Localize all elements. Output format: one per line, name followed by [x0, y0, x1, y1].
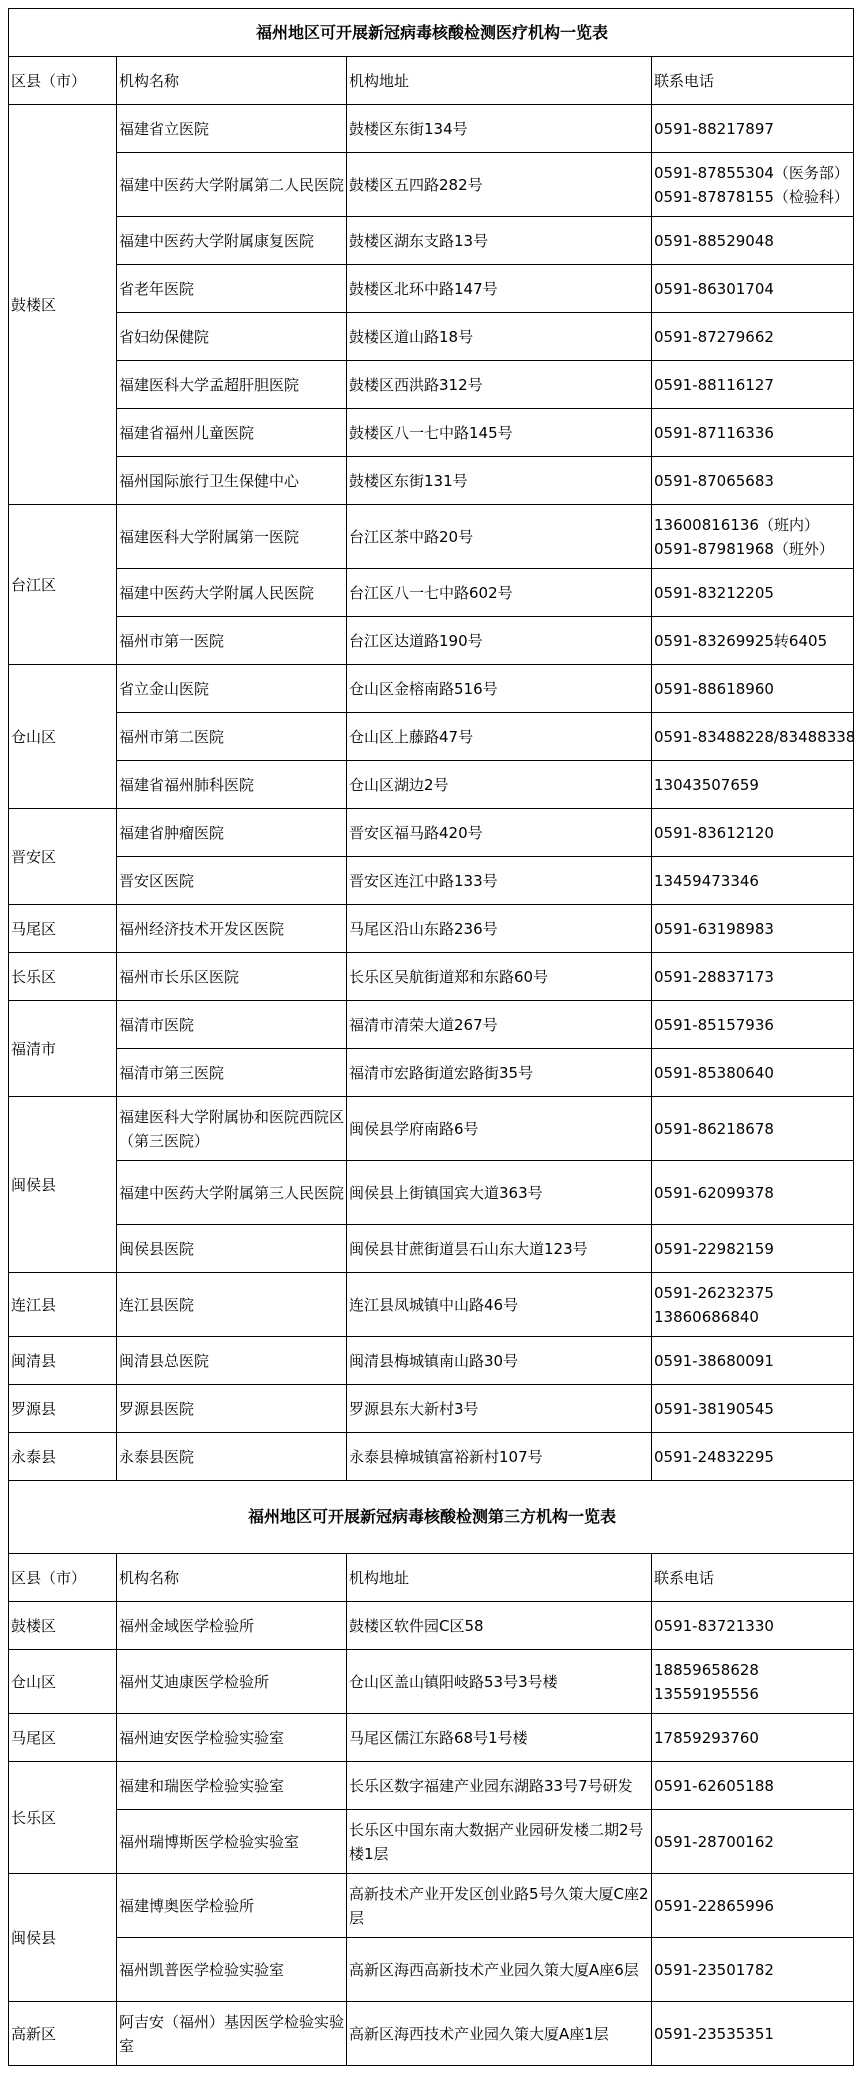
phone-cell: [652, 409, 854, 457]
phone-cell: [652, 1161, 854, 1225]
table-row: [9, 217, 854, 265]
institution-name-cell: 省立金山医院: [117, 665, 347, 713]
table-row: [9, 713, 854, 761]
phone-number: 13559195556: [654, 1684, 759, 1703]
phone-number: 18859658628: [654, 1660, 759, 1679]
institution-name-cell: 省老年医院: [117, 265, 347, 313]
institution-name-cell: 福州瑞博斯医学检验实验室: [117, 1810, 347, 1874]
phone-cell: [652, 1874, 854, 1938]
institution-address-cell: 鼓楼区西洪路312号: [347, 361, 652, 409]
phone-number: 0591-38680091: [654, 1351, 774, 1370]
table-row: [9, 1225, 854, 1273]
phone-cell: [652, 761, 854, 809]
institution-name-cell: 福州凯普医学检验实验室: [117, 1938, 347, 2002]
table-row: [9, 1650, 854, 1714]
institution-name-cell: 连江县医院: [117, 1273, 347, 1337]
table-row: [9, 953, 854, 1001]
institution-name-cell: 福建省肿瘤医院: [117, 809, 347, 857]
phone-number: 0591-86301704: [654, 279, 774, 298]
district-cell: 连江县: [9, 1273, 117, 1337]
phone-cell: [652, 457, 854, 505]
institution-name-cell: 福建中医药大学附属人民医院: [117, 569, 347, 617]
phone-number: 0591-23535351: [654, 2024, 774, 2043]
district-cell: 仓山区: [9, 1650, 117, 1714]
institution-address-cell: 鼓楼区北环中路147号: [347, 265, 652, 313]
institution-address-cell: 鼓楼区软件园C区58: [347, 1602, 652, 1650]
institution-address-cell: 闽侯县学府南路6号: [347, 1097, 652, 1161]
district-cell: 鼓楼区: [9, 105, 117, 505]
table-row: [9, 409, 854, 457]
phone-number: 0591-24832295: [654, 1447, 774, 1466]
institution-address-cell: 马尾区儒江东路68号1号楼: [347, 1714, 652, 1762]
phone-number: 17859293760: [654, 1728, 759, 1747]
table-row: [9, 1161, 854, 1225]
institution-name-cell: 福建医科大学附属协和医院西院区（第三医院）: [117, 1097, 347, 1161]
column-header-district: 区县（市）: [9, 57, 117, 105]
institution-address-cell: 永泰县樟城镇富裕新村107号: [347, 1433, 652, 1481]
institution-address-cell: 高新技术产业开发区创业路5号久策大厦C座2层: [347, 1874, 652, 1938]
table-row: [9, 1602, 854, 1650]
institution-name-cell: 福建中医药大学附属第二人民医院: [117, 153, 347, 217]
institution-address-cell: 高新区海西技术产业园久策大厦A座1层: [347, 2002, 652, 2066]
institution-address-cell: 鼓楼区东街134号: [347, 105, 652, 153]
table-header-row: [9, 1554, 854, 1602]
phone-number: 0591-88116127: [654, 375, 774, 394]
institution-address-cell: 台江区茶中路20号: [347, 505, 652, 569]
institution-address-cell: 台江区八一七中路602号: [347, 569, 652, 617]
table-header-row: [9, 57, 854, 105]
phone-number: 0591-83269925转6405: [654, 631, 828, 650]
table-row: [9, 265, 854, 313]
district-cell: 闽侯县: [9, 1097, 117, 1273]
phone-cell: [652, 1385, 854, 1433]
institution-name-cell: 闽侯县医院: [117, 1225, 347, 1273]
phone-number: 0591-87279662: [654, 327, 774, 346]
table-row: [9, 361, 854, 409]
institution-address-cell: 高新区海西高新技术产业园久策大厦A座6层: [347, 1938, 652, 2002]
institution-address-cell: 福清市宏路街道宏路街35号: [347, 1049, 652, 1097]
phone-cell: [652, 1938, 854, 2002]
phone-number: 0591-23501782: [654, 1960, 774, 1979]
table-row: [9, 1938, 854, 2002]
institution-name-cell: 福清市第三医院: [117, 1049, 347, 1097]
table-body: [9, 9, 854, 2066]
institution-address-cell: 鼓楼区湖东支路13号: [347, 217, 652, 265]
table-row: [9, 313, 854, 361]
institution-name-cell: 福州艾迪康医学检验所: [117, 1650, 347, 1714]
phone-cell: [652, 1714, 854, 1762]
district-cell: 仓山区: [9, 665, 117, 809]
phone-cell: [652, 265, 854, 313]
phone-cell: [652, 361, 854, 409]
table-row: [9, 857, 854, 905]
phone-number: 0591-88618960: [654, 679, 774, 698]
column-header-district: 区县（市）: [9, 1554, 117, 1602]
phone-number: 0591-86218678: [654, 1119, 774, 1138]
phone-number: 0591-87981968（班外）: [654, 539, 834, 558]
table-row: [9, 809, 854, 857]
district-cell: 闽清县: [9, 1337, 117, 1385]
table-row: [9, 1762, 854, 1810]
institution-name-cell: 福州迪安医学检验实验室: [117, 1714, 347, 1762]
phone-number: 0591-88217897: [654, 119, 774, 138]
district-cell: 永泰县: [9, 1433, 117, 1481]
institution-address-cell: 长乐区中国东南大数据产业园研发楼二期2号楼1层: [347, 1810, 652, 1874]
table-row: [9, 2002, 854, 2066]
institution-address-cell: 鼓楼区东街131号: [347, 457, 652, 505]
institution-address-cell: 鼓楼区道山路18号: [347, 313, 652, 361]
district-cell: 闽侯县: [9, 1874, 117, 2002]
district-cell: 长乐区: [9, 1762, 117, 1874]
phone-number: 0591-62605188: [654, 1776, 774, 1795]
phone-number: 0591-87116336: [654, 423, 774, 442]
table-row: [9, 569, 854, 617]
table-row: [9, 153, 854, 217]
table-row: [9, 1874, 854, 1938]
phone-number: 0591-22865996: [654, 1896, 774, 1915]
phone-number: 13459473346: [654, 871, 759, 890]
phone-cell: [652, 1273, 854, 1337]
institution-name-cell: 罗源县医院: [117, 1385, 347, 1433]
phone-cell: [652, 217, 854, 265]
institution-address-cell: 鼓楼区八一七中路145号: [347, 409, 652, 457]
table-row: [9, 761, 854, 809]
table-row: [9, 1337, 854, 1385]
institution-name-cell: 永泰县医院: [117, 1433, 347, 1481]
institution-address-cell: 仓山区盖山镇阳岐路53号3号楼: [347, 1650, 652, 1714]
institution-name-cell: 福建博奥医学检验所: [117, 1874, 347, 1938]
phone-number: 0591-87855304（医务部）: [654, 163, 849, 182]
district-cell: 福清市: [9, 1001, 117, 1097]
institution-name-cell: 省妇幼保健院: [117, 313, 347, 361]
district-cell: 晋安区: [9, 809, 117, 905]
column-header-name: 机构名称: [117, 1554, 347, 1602]
institution-name-cell: 福州市长乐区医院: [117, 953, 347, 1001]
institution-name-cell: 福建中医药大学附属第三人民医院: [117, 1161, 347, 1225]
institution-table: [8, 8, 854, 2066]
table-row: [9, 1001, 854, 1049]
table-row: [9, 1273, 854, 1337]
institution-name-cell: 晋安区医院: [117, 857, 347, 905]
district-cell: 高新区: [9, 2002, 117, 2066]
institution-address-cell: 仓山区金榕南路516号: [347, 665, 652, 713]
column-header-address: 机构地址: [347, 1554, 652, 1602]
phone-cell: [652, 1602, 854, 1650]
table-row: [9, 617, 854, 665]
table-row: [9, 505, 854, 569]
phone-number: 0591-83212205: [654, 583, 774, 602]
phone-cell: [652, 1762, 854, 1810]
institution-name-cell: 福建省立医院: [117, 105, 347, 153]
phone-number: 13600816136（班内）: [654, 515, 819, 534]
table-row: [9, 1385, 854, 1433]
institution-address-cell: 连江县凤城镇中山路46号: [347, 1273, 652, 1337]
phone-number: 0591-83488228/83488338: [654, 727, 856, 746]
column-header-address: 机构地址: [347, 57, 652, 105]
phone-number: 0591-38190545: [654, 1399, 774, 1418]
column-header-phone: 联系电话: [652, 1554, 854, 1602]
phone-number: 0591-28837173: [654, 967, 774, 986]
district-cell: 马尾区: [9, 1714, 117, 1762]
phone-number: 0591-28700162: [654, 1832, 774, 1851]
institution-address-cell: 晋安区福马路420号: [347, 809, 652, 857]
institution-address-cell: 晋安区连江中路133号: [347, 857, 652, 905]
district-cell: 罗源县: [9, 1385, 117, 1433]
institution-address-cell: 闽清县梅城镇南山路30号: [347, 1337, 652, 1385]
phone-number: 13043507659: [654, 775, 759, 794]
table-row: [9, 665, 854, 713]
phone-cell: [652, 1810, 854, 1874]
table-row: [9, 1810, 854, 1874]
institution-name-cell: 闽清县总医院: [117, 1337, 347, 1385]
institution-name-cell: 福州国际旅行卫生保健中心: [117, 457, 347, 505]
institution-address-cell: 仓山区湖边2号: [347, 761, 652, 809]
phone-number: 0591-83721330: [654, 1616, 774, 1635]
phone-cell: [652, 857, 854, 905]
institution-address-cell: 仓山区上藤路47号: [347, 713, 652, 761]
table-row: [9, 1097, 854, 1161]
institution-name-cell: 福州经济技术开发区医院: [117, 905, 347, 953]
institution-address-cell: 长乐区数字福建产业园东湖路33号7号研发: [347, 1762, 652, 1810]
column-header-name: 机构名称: [117, 57, 347, 105]
institution-name-cell: 福建医科大学孟超肝胆医院: [117, 361, 347, 409]
institution-name-cell: 福建医科大学附属第一医院: [117, 505, 347, 569]
phone-cell: [652, 1337, 854, 1385]
institution-address-cell: 闽侯县甘蔗街道昙石山东大道123号: [347, 1225, 652, 1273]
phone-number: 0591-22982159: [654, 1239, 774, 1258]
institution-name-cell: 阿吉安（福州）基因医学检验实验室: [117, 2002, 347, 2066]
institution-name-cell: 福州金域医学检验所: [117, 1602, 347, 1650]
institution-name-cell: 福建和瑞医学检验实验室: [117, 1762, 347, 1810]
institution-name-cell: 福州市第二医院: [117, 713, 347, 761]
district-cell: 长乐区: [9, 953, 117, 1001]
district-cell: 马尾区: [9, 905, 117, 953]
phone-cell: [652, 665, 854, 713]
table-title-row: [9, 9, 854, 57]
phone-number: 13860686840: [654, 1307, 759, 1326]
institution-address-cell: 马尾区沿山东路236号: [347, 905, 652, 953]
phone-number: 0591-85380640: [654, 1063, 774, 1082]
institution-address-cell: 福清市清荣大道267号: [347, 1001, 652, 1049]
phone-cell: [652, 1001, 854, 1049]
phone-cell: [652, 809, 854, 857]
table-row: [9, 457, 854, 505]
phone-number: 0591-62099378: [654, 1183, 774, 1202]
table-row: [9, 105, 854, 153]
district-cell: 台江区: [9, 505, 117, 665]
phone-cell: [652, 953, 854, 1001]
phone-cell: [652, 569, 854, 617]
institution-name-cell: 福建中医药大学附属康复医院: [117, 217, 347, 265]
phone-cell: [652, 2002, 854, 2066]
phone-cell: [652, 1650, 854, 1714]
institution-name-cell: 福建省福州肺科医院: [117, 761, 347, 809]
phone-cell: [652, 313, 854, 361]
phone-cell: [652, 105, 854, 153]
phone-cell: [652, 1225, 854, 1273]
phone-cell: [652, 617, 854, 665]
institution-address-cell: 鼓楼区五四路282号: [347, 153, 652, 217]
table-row: [9, 1049, 854, 1097]
institution-name-cell: 福建省福州儿童医院: [117, 409, 347, 457]
phone-cell: [652, 713, 854, 761]
phone-number: 0591-83612120: [654, 823, 774, 842]
institution-name-cell: 福清市医院: [117, 1001, 347, 1049]
institution-address-cell: 罗源县东大新村3号: [347, 1385, 652, 1433]
phone-number: 0591-88529048: [654, 231, 774, 250]
phone-number: 0591-85157936: [654, 1015, 774, 1034]
table-row: [9, 1433, 854, 1481]
phone-cell: [652, 1097, 854, 1161]
phone-cell: [652, 153, 854, 217]
institution-address-cell: 闽侯县上街镇国宾大道363号: [347, 1161, 652, 1225]
institution-address-cell: 台江区达道路190号: [347, 617, 652, 665]
table-row: [9, 905, 854, 953]
institution-address-cell: 长乐区吴航街道郑和东路60号: [347, 953, 652, 1001]
phone-number: 0591-26232375: [654, 1283, 774, 1302]
column-header-phone: 联系电话: [652, 57, 854, 105]
table-row: [9, 1714, 854, 1762]
document-sheet: [8, 8, 856, 2066]
table-title: 福州地区可开展新冠病毒核酸检测第三方机构一览表: [9, 1481, 854, 1554]
district-cell: 鼓楼区: [9, 1602, 117, 1650]
phone-cell: [652, 505, 854, 569]
phone-number: 0591-87065683: [654, 471, 774, 490]
table-title-row: [9, 1481, 854, 1554]
table-title: 福州地区可开展新冠病毒核酸检测医疗机构一览表: [9, 9, 854, 57]
phone-cell: [652, 905, 854, 953]
institution-name-cell: 福州市第一医院: [117, 617, 347, 665]
phone-number: 0591-87878155（检验科）: [654, 187, 849, 206]
phone-number: 0591-63198983: [654, 919, 774, 938]
phone-cell: [652, 1433, 854, 1481]
phone-cell: [652, 1049, 854, 1097]
